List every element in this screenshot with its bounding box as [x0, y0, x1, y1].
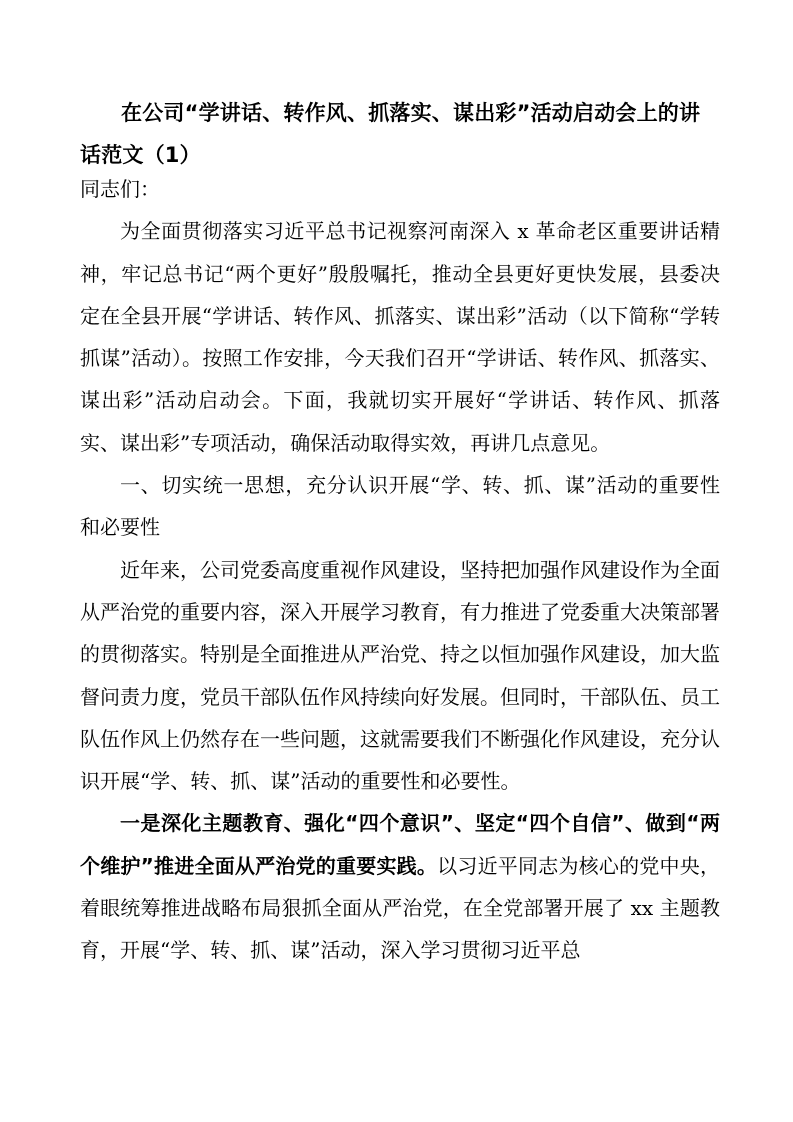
document-body	[80, 168, 720, 972]
section-heading-1: 一、切实统一思想，充分认识开展“学、转、抓、谋”活动的重要性和必要性	[80, 473, 720, 540]
paragraph-point-1	[80, 802, 720, 971]
point-1-lead: 一是深化主题教育、强化“四个意识”、坚定“四个自信”、做到“两个维护”推进全面从严治党的重要实践。	[80, 811, 720, 878]
paragraph-background: 近年来，公司党委高度重视作风建设，坚持把加强作风建设作为全面从严治党的重要内容，深入开展学习教育，有力推进了党委重大决策部署的贯彻落实。特别是全面推进从严治党、持之以恒加强作风建设，加大监督问责力度，党员干部队伍作风持续向好发展。但同时，干部队伍、员工队伍作风上仍然存在一些问题，这就需要我们不断强化作风建设，充分认识开展“学、转、抓、谋”活动的重要性和必要性。	[80, 557, 720, 794]
document-title: 在公司“学讲话、转作风、抓落实、谋出彩”活动启动会上的讲话范文（1）	[80, 101, 701, 167]
paragraph-intro: 为全面贯彻落实习近平总书记视察河南深入 x 革命老区重要讲话精神，牢记总书记“两个更好”殷殷嘱托，推动全县更好更快发展，县委决定在全县开展“学讲话、转作风、抓落实、谋出彩”活动（以下简称“学转抓谋”活动）。按照工作安排，今天我们召开“学讲话、转作风、抓落实、谋出彩”活动启动会。下面，我就切实开展好“学讲话、转作风、抓落实、谋出彩”专项活动，确保活动取得实效，再讲几点意见。	[80, 219, 720, 455]
point-1-text: 以习近平同志为核心的党中央，着眼统筹推进战略布局狠抓全面从严治党，在全党部署开展了 xx 主题教育，开展“学、转、抓、谋”活动，深入学习贯彻习近平总	[80, 853, 720, 963]
salutation: 同志们：	[80, 177, 160, 201]
